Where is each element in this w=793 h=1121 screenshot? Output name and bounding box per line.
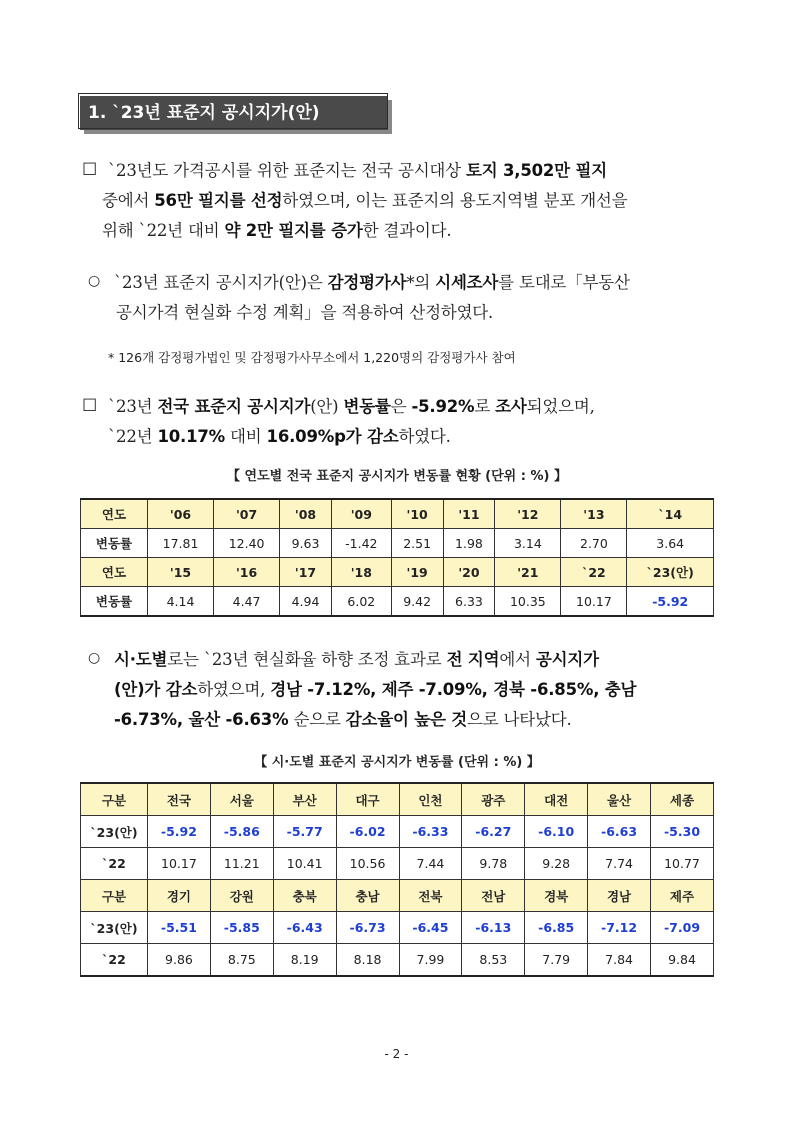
table-cell: 3.64: [627, 529, 714, 558]
table-cell: '21: [495, 558, 561, 587]
table-cell: -6.10: [525, 816, 588, 848]
row-label: `22: [81, 944, 148, 977]
table-cell: '20: [443, 558, 495, 587]
table-cell: 9.42: [391, 587, 443, 617]
checkbox-bullet-icon: ☐: [82, 160, 98, 180]
bullet1-paragraph: `23년도 가격공시를 위한 표준지는 전국 공시대상 토지 3,502만 필지 중에서 56만 필지를 선정하였으며, 이는 표준지의 용도지역별 분포 개선을 위해 `22년 대비 약 2만 필지를 증가한 결과이다.: [102, 161, 628, 240]
table-cell: 대전: [525, 783, 588, 816]
circle-bullet-icon: ○: [88, 273, 101, 289]
table-cell: 10.17: [148, 848, 211, 880]
table-cell: '09: [331, 499, 391, 529]
table-cell: 경남: [588, 880, 651, 912]
table-cell: 충북: [273, 880, 336, 912]
table-cell: 7.99: [399, 944, 462, 977]
table-cell: 1.98: [443, 529, 495, 558]
table-cell: 충남: [336, 880, 399, 912]
row-label: 구분: [81, 783, 148, 816]
table-cell: 경북: [525, 880, 588, 912]
table-row: [81, 558, 714, 587]
table2-caption: 【 시·도별 표준지 공시지가 변동률 (단위 : %) 】: [254, 755, 540, 770]
table-cell: 17.81: [148, 529, 214, 558]
table-cell: -6.73: [336, 912, 399, 944]
table-cell: 7.44: [399, 848, 462, 880]
table-cell: -5.86: [210, 816, 273, 848]
table-row: [81, 848, 714, 880]
table-cell: -5.92: [627, 587, 714, 617]
footnote: * 126개 감정평가법인 및 감정평가사무소에서 1,220명의 감정평가사 참여: [108, 350, 516, 365]
row-label: 연도: [81, 499, 148, 529]
table1-caption: 【 연도별 전국 표준지 공시지가 변동률 현황 (단위 : %) 】: [227, 469, 567, 484]
table-cell: -6.33: [399, 816, 462, 848]
table-cell: 9.63: [280, 529, 332, 558]
table-cell: -6.85: [525, 912, 588, 944]
table-row: [81, 499, 714, 529]
table-cell: 전국: [148, 783, 211, 816]
row-label: 구분: [81, 880, 148, 912]
table-cell: 4.14: [148, 587, 214, 617]
page-number: - 2 -: [384, 1047, 409, 1061]
table-row: [81, 529, 714, 558]
row-label: 변동률: [81, 587, 148, 617]
checkbox-bullet-icon: ☐: [82, 396, 98, 416]
table-cell: 8.53: [462, 944, 525, 977]
table-cell: 강원: [210, 880, 273, 912]
table-cell: 7.79: [525, 944, 588, 977]
table-cell: 8.19: [273, 944, 336, 977]
table-cell: 9.78: [462, 848, 525, 880]
table-cell: 10.17: [561, 587, 627, 617]
table-cell: -6.27: [462, 816, 525, 848]
table-cell: -5.77: [273, 816, 336, 848]
table-cell: '15: [148, 558, 214, 587]
table-cell: 8.18: [336, 944, 399, 977]
table-cell: 대구: [336, 783, 399, 816]
row-label: `22: [81, 848, 148, 880]
table-cell: -5.85: [210, 912, 273, 944]
table-cell: 광주: [462, 783, 525, 816]
table-cell: 6.33: [443, 587, 495, 617]
table-cell: '11: [443, 499, 495, 529]
table-cell: 10.35: [495, 587, 561, 617]
table-cell: 9.86: [148, 944, 211, 977]
table-cell: '12: [495, 499, 561, 529]
table-cell: '16: [214, 558, 280, 587]
table-cell: -6.02: [336, 816, 399, 848]
table-cell: 제주: [651, 880, 714, 912]
table-cell: -5.51: [148, 912, 211, 944]
table-cell: '18: [331, 558, 391, 587]
row-label: `23(안): [81, 912, 148, 944]
table-cell: 전북: [399, 880, 462, 912]
table-cell: 7.84: [588, 944, 651, 977]
table-cell: -1.42: [331, 529, 391, 558]
table-cell: 경기: [148, 880, 211, 912]
table-cell: 6.02: [331, 587, 391, 617]
table-cell: '10: [391, 499, 443, 529]
regional-change-table: [80, 782, 714, 977]
table-cell: 4.47: [214, 587, 280, 617]
table-cell: 인천: [399, 783, 462, 816]
table-row: [81, 816, 714, 848]
table-cell: 12.40: [214, 529, 280, 558]
sub2-paragraph: 시·도별로는 `23년 현실화율 하향 조정 효과로 전 지역에서 공시지가 (안)가 감소하였으며, 경남 -7.12%, 제주 -7.09%, 경북 -6.85%, 충남 -6.73%, 울산 -6.63% 순으로 감소율이 높은 것으로 나타났다.: [114, 650, 637, 729]
section-title: 1. `23년 표준지 공시지가(안): [80, 96, 388, 130]
table-cell: `22: [561, 558, 627, 587]
table-cell: -6.43: [273, 912, 336, 944]
table-cell: 3.14: [495, 529, 561, 558]
table-cell: 9.28: [525, 848, 588, 880]
table-cell: 2.51: [391, 529, 443, 558]
table-row: [81, 783, 714, 816]
table-cell: -6.45: [399, 912, 462, 944]
table-cell: 10.56: [336, 848, 399, 880]
table-row: [81, 944, 714, 977]
table-cell: 울산: [588, 783, 651, 816]
table-cell: 7.74: [588, 848, 651, 880]
table-cell: 전남: [462, 880, 525, 912]
table-cell: -6.13: [462, 912, 525, 944]
row-label: 연도: [81, 558, 148, 587]
table-row: [81, 912, 714, 944]
table-cell: 10.77: [651, 848, 714, 880]
bullet2-paragraph: `23년 전국 표준지 공시지가(안) 변동률은 -5.92%로 조사되었으며, `22년 10.17% 대비 16.09%p가 감소하였다.: [108, 397, 595, 446]
sub1-paragraph: `23년 표준지 공시지가(안)은 감정평가사*의 시세조사를 토대로「부동산 공시가격 현실화 수정 계획」을 적용하여 산정하였다.: [114, 273, 630, 322]
table-cell: `23(안): [627, 558, 714, 587]
table-cell: 11.21: [210, 848, 273, 880]
table-cell: 4.94: [280, 587, 332, 617]
table-cell: '13: [561, 499, 627, 529]
table-cell: -7.12: [588, 912, 651, 944]
table-row: [81, 587, 714, 617]
yearly-change-table: [80, 498, 714, 617]
table-cell: '07: [214, 499, 280, 529]
table-cell: '17: [280, 558, 332, 587]
table-cell: -5.30: [651, 816, 714, 848]
table-cell: '06: [148, 499, 214, 529]
table-row: [81, 880, 714, 912]
table-cell: 세종: [651, 783, 714, 816]
table-cell: 9.84: [651, 944, 714, 977]
row-label: `23(안): [81, 816, 148, 848]
table-cell: 2.70: [561, 529, 627, 558]
row-label: 변동률: [81, 529, 148, 558]
table-cell: `14: [627, 499, 714, 529]
table-cell: '08: [280, 499, 332, 529]
table-cell: -7.09: [651, 912, 714, 944]
table-cell: '19: [391, 558, 443, 587]
table-cell: 서울: [210, 783, 273, 816]
table-cell: 10.41: [273, 848, 336, 880]
table-cell: 부산: [273, 783, 336, 816]
table-cell: 8.75: [210, 944, 273, 977]
table-cell: -5.92: [148, 816, 211, 848]
circle-bullet-icon: ○: [88, 650, 101, 666]
table-cell: -6.63: [588, 816, 651, 848]
